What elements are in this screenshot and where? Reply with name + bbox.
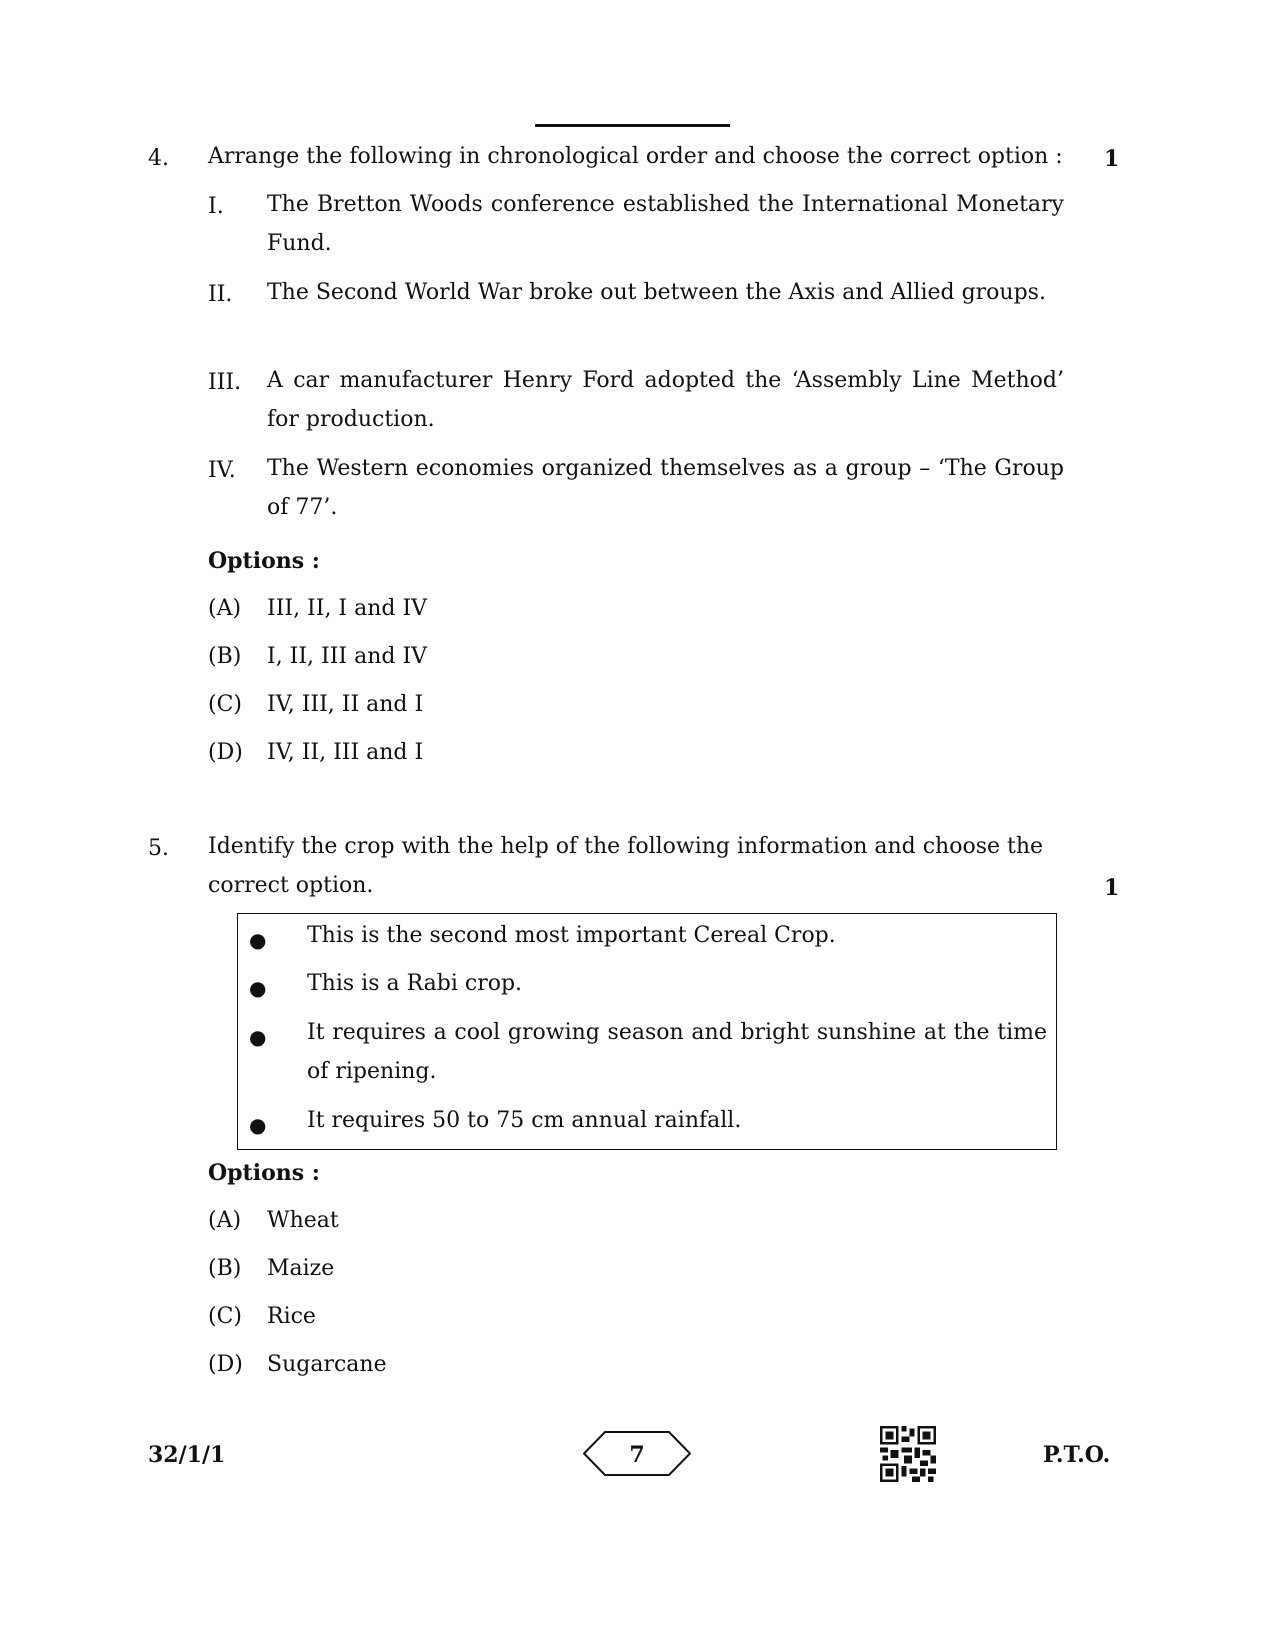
q5-info-item: It requires 50 to 75 cm annual rainfall. [307, 1108, 742, 1133]
q5-option-text: Rice [267, 1304, 316, 1329]
q4-statement-text: The Western economies organized themselves as a group – ‘The Group of 77’. [267, 456, 1064, 520]
q4-marks: 1 [1104, 146, 1120, 172]
q5-info-item: This is the second most important Cereal Crop. [307, 923, 836, 948]
q5-marks: 1 [1104, 875, 1120, 901]
q4-statement-numeral: IV. [208, 458, 236, 483]
q4-option-letter: (B) [208, 644, 242, 669]
qr-code-icon [880, 1426, 936, 1482]
q5-option-letter: (C) [208, 1304, 242, 1329]
q5-info-item: It requires a cool growing season and bright sunshine at the time of ripening. [307, 1020, 1047, 1084]
please-turn-over: P.T.O. [1043, 1442, 1111, 1468]
q4-number: 4. [148, 146, 169, 171]
q5-number: 5. [148, 836, 169, 861]
q4-statement-numeral: I. [208, 194, 224, 219]
q4-statement-numeral: III. [208, 370, 242, 395]
q4-option-letter: (D) [208, 740, 243, 765]
q5-option-letter: (A) [208, 1208, 242, 1233]
q5-option-text: Wheat [267, 1208, 339, 1233]
q4-statement-text: A car manufacturer Henry Ford adopted the ‘Assembly Line Method’ for production. [267, 368, 1064, 432]
q4-statement-numeral: II. [208, 282, 233, 307]
q4-option-text: III, II, I and IV [267, 596, 428, 621]
q5-options-heading: Options : [208, 1160, 320, 1186]
q4-statement-text: The Second World War broke out between the Axis and Allied groups. [267, 280, 1046, 305]
q5-text: Identify the crop with the help of the following information and choose the correct option. [208, 834, 1044, 898]
q4-option-text: I, II, III and IV [267, 644, 428, 669]
q5-option-letter: (D) [208, 1352, 243, 1377]
q4-text: Arrange the following in chronological order and choose the correct option : [208, 144, 1063, 169]
bullet-icon: ● [249, 1025, 267, 1049]
bullet-icon: ● [249, 928, 267, 952]
paper-code: 32/1/1 [148, 1442, 226, 1468]
q5-info-item: This is a Rabi crop. [307, 971, 523, 996]
top-rule [535, 124, 730, 127]
q4-option-letter: (A) [208, 596, 242, 621]
q4-options-heading: Options : [208, 548, 320, 574]
q5-option-text: Sugarcane [267, 1352, 387, 1377]
q4-option-text: IV, III, II and I [267, 692, 424, 717]
q5-option-text: Maize [267, 1256, 335, 1281]
page-number: 7 [629, 1442, 645, 1468]
bullet-icon: ● [249, 1113, 267, 1137]
q5-option-letter: (B) [208, 1256, 242, 1281]
bullet-icon: ● [249, 976, 267, 1000]
q4-option-letter: (C) [208, 692, 242, 717]
q4-statement-text: The Bretton Woods conference established the International Monetary Fund. [267, 192, 1064, 256]
q4-option-text: IV, II, III and I [267, 740, 424, 765]
